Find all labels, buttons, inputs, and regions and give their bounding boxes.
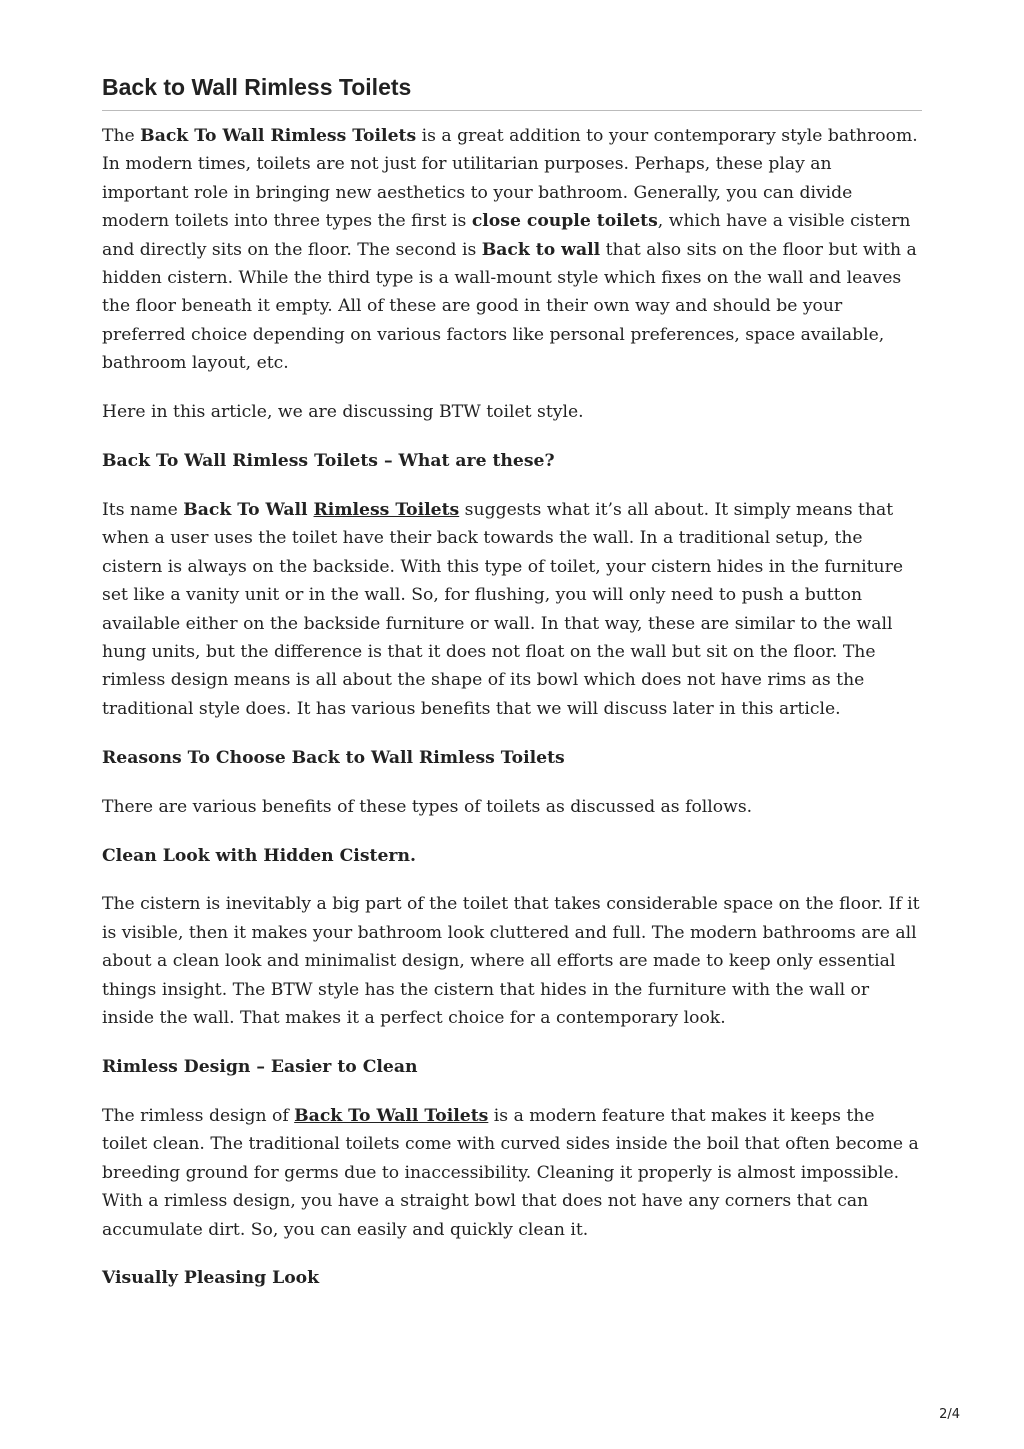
text: The [102,126,141,146]
rimless-toilets-link[interactable]: Rimless Toilets [313,499,460,520]
text: , which have a visible cistern and directly sits on the floor. The second is [102,211,911,260]
text: suggests what it’s all about. It simply means that when a user uses the toilet have their back towards the wall. In a traditional setup, the cistern is always on the backside. With this type of toilet, your cistern hides in the furniture set like a vanity unit or in the wall. So, for flushing, you will only need to push a button available either on the backside furniture or wall. In that way, these are similar to the wall hung units, but the difference is that it does not float on the wall but sit on the floor. The rimless design means is all about the shape of its bowl which does not have rims as the traditional style does. It has various benefits that we will discuss later in this article. [102,499,904,719]
text: is a great addition to your contemporary style bathroom. In modern times, toilets are not just for utilitarian purposes. Perhaps, these play an important role in bringing new aesthetics to your bathroom. Generally, you can divide modern toilets into three types the first is [102,126,918,232]
paragraph [102,1102,922,1244]
paragraph: Here in this article, we are discussing BTW toilet style. [102,402,584,423]
page-title: Back to Wall Rimless Toilets [102,72,922,111]
section-heading: Visually Pleasing Look [102,1268,320,1289]
back-to-wall-toilets-link[interactable]: Back To Wall Toilets [294,1105,489,1126]
text: The rimless design of [102,1105,295,1126]
paragraph [102,496,922,723]
section-heading: Back To Wall Rimless Toilets – What are these? [102,451,555,472]
page-number: 2/4 [939,1407,960,1422]
bold-text: Back to wall [481,239,601,260]
text: Its name [102,499,184,520]
section-heading: Clean Look with Hidden Cistern. [102,845,416,866]
paragraph: There are various benefits of these types of toilets as discussed as follows. [102,796,753,817]
section-heading: Reasons To Choose Back to Wall Rimless Toilets [102,747,565,768]
intro-paragraph [102,122,922,378]
text: that also sits on the floor but with a hidden cistern. While the third type is a wall-mount style which fixes on the wall and leaves the floor beneath it empty. All of these are good in their own way and should be your preferred choice depending on various factors like personal preferences, space available, bathroom layout, etc. [102,239,917,374]
text: is a modern feature that makes it keeps the toilet clean. The traditional toilets come with curved sides inside the boil that often become a breeding ground for germs due to inaccessibility. Cleaning it properly is almost impossible. With a rimless design, you have a straight bowl that does not have any corners that can accumulate dirt. So, you can easily and quickly clean it. [102,1105,919,1240]
bold-text: Back To Wall Rimless Toilets [140,126,417,146]
paragraph: The cistern is inevitably a big part of the toilet that takes considerable space on the floor. If it is visible, then it makes your bathroom look cluttered and full. The modern bathrooms are all about a clean look and minimalist design, where all efforts are made to keep only essential things insight. The BTW style has the cistern that hides in the furniture with the wall or inside the wall. That makes it a perfect choice for a contemporary look. [102,894,920,1029]
article [102,72,922,1313]
section-heading: Rimless Design – Easier to Clean [102,1056,418,1077]
bold-text: close couple toilets [471,211,658,232]
bold-text: Back To Wall [183,499,314,520]
